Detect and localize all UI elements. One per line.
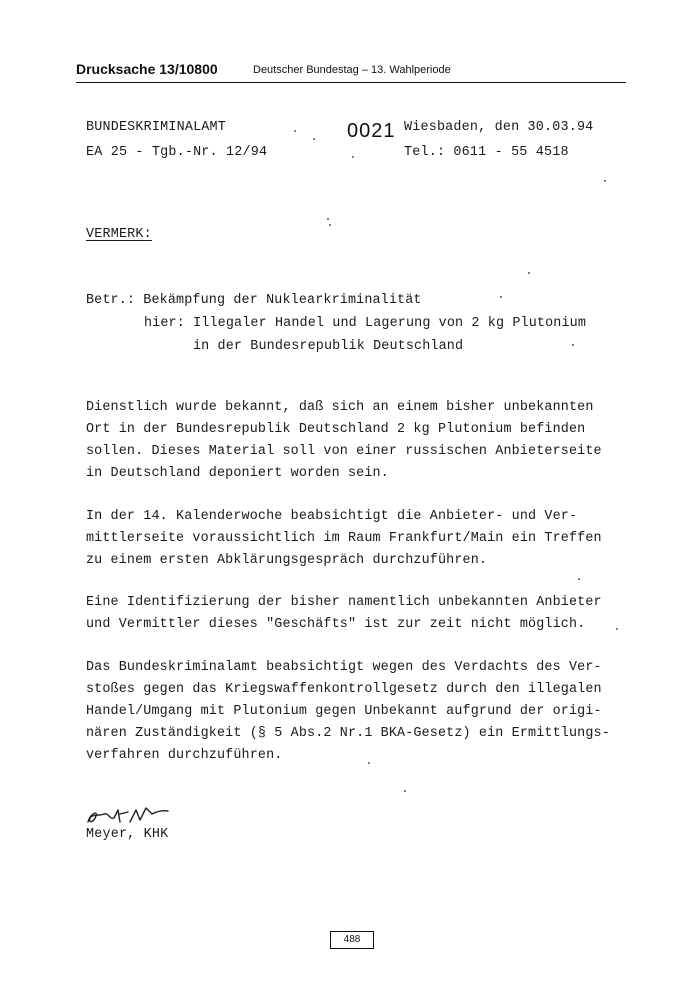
paragraph-line: stoßes gegen das Kriegswaffenkontrollgesetz durch den illegalen: [86, 682, 602, 697]
stamp-number: 0021: [347, 120, 396, 142]
scan-speck: [294, 130, 296, 132]
scan-speck: [604, 180, 606, 182]
scan-speck: [500, 296, 502, 298]
paragraph-line: sollen. Dieses Material soll von einer russischen Anbieterseite: [86, 444, 602, 459]
paragraph-line: In der 14. Kalenderwoche beabsichtigt die Anbieter- und Ver-: [86, 509, 578, 524]
scan-speck: [616, 628, 618, 630]
parliament-label: Deutscher Bundestag – 13. Wahlperiode: [253, 64, 451, 76]
paragraph-line: Ort in der Bundesrepublik Deutschland 2 kg Plutonium befinden: [86, 422, 586, 437]
paragraph-line: zu einem ersten Abklärungsgespräch durchzuführen.: [86, 553, 488, 568]
place-date: Wiesbaden, den 30.03.94: [404, 120, 594, 135]
paragraph-line: Dienstlich wurde bekannt, daß sich an einem bisher unbekannten: [86, 400, 594, 415]
scan-speck: [578, 578, 580, 580]
memo-title: VERMERK:: [86, 227, 152, 242]
handwritten-signature: [84, 800, 174, 830]
scan-speck: [313, 138, 315, 140]
authority-name: BUNDESKRIMINALAMT: [86, 120, 227, 135]
signatory: Meyer, KHK: [86, 827, 169, 842]
telephone: Tel.: 0611 - 55 4518: [404, 145, 569, 160]
page-number: 488: [330, 931, 374, 949]
paragraph-line: nären Zuständigkeit (§ 5 Abs.2 Nr.1 BKA-Gesetz) ein Ermittlungs-: [86, 726, 610, 741]
paragraph-line: verfahren durchzuführen.: [86, 748, 283, 763]
paragraph-line: Handel/Umgang mit Plutonium gegen Unbekannt aufgrund der origi-: [86, 704, 602, 719]
paragraph-line: und Vermittler dieses "Geschäfts" ist zur zeit nicht möglich.: [86, 617, 586, 632]
scan-speck: [528, 272, 530, 274]
scan-speck: [572, 344, 574, 346]
scan-speck: [368, 762, 370, 764]
scan-speck: [329, 224, 331, 226]
page-header: [76, 60, 626, 83]
subject-location: in der Bundesrepublik Deutschland: [193, 339, 464, 354]
scan-speck: [352, 156, 354, 158]
paragraph-line: in Deutschland deponiert worden sein.: [86, 466, 389, 481]
paragraph-line: mittlerseite voraussichtlich im Raum Frankfurt/Main ein Treffen: [86, 531, 602, 546]
subject-detail: hier: Illegaler Handel und Lagerung von 2 kg Plutonium: [144, 316, 587, 331]
scan-speck: [327, 218, 329, 220]
subject-line: Betr.: Bekämpfung der Nuklearkriminalität: [86, 293, 422, 308]
scan-speck: [404, 790, 406, 792]
paragraph-line: Das Bundeskriminalamt beabsichtigt wegen des Verdachts des Ver-: [86, 660, 602, 675]
paragraph-line: Eine Identifizierung der bisher namentlich unbekannten Anbieter: [86, 595, 602, 610]
document-number: Drucksache 13/10800: [76, 61, 218, 77]
file-reference: EA 25 - Tgb.-Nr. 12/94: [86, 145, 268, 160]
